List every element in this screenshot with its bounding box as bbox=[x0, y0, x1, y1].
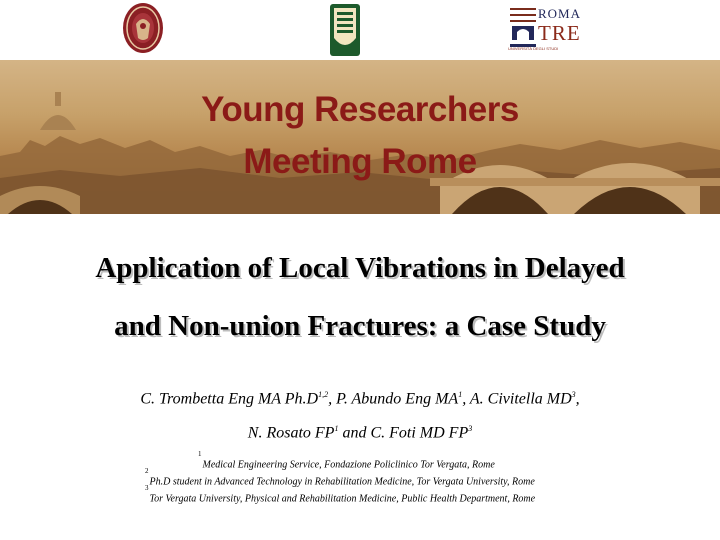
authors-comma: , bbox=[575, 390, 580, 408]
roma-tre-name-1: ROMA bbox=[538, 6, 582, 21]
title-line-1: Application of Local Vibrations in Delayed bbox=[95, 252, 625, 284]
author-abundo: , P. Abundo Eng MA bbox=[328, 390, 459, 408]
rome-skyline-illustration bbox=[0, 60, 720, 214]
affiliation-3-number: 3 bbox=[145, 484, 149, 492]
roma-tre-logo bbox=[508, 4, 588, 54]
title-line-2: and Non-union Fractures: a Case Study bbox=[114, 310, 606, 342]
author-foti: and C. Foti MD FP bbox=[338, 424, 469, 442]
author-foti-affiliation: 3 bbox=[468, 424, 473, 433]
affiliation-1-text: Medical Engineering Service, Fondazione Policlinico Tor Vergata, Rome bbox=[202, 459, 495, 471]
banner-image bbox=[0, 60, 720, 214]
roma-tre-subtitle: UNIVERSITÀ DEGLI STUDI bbox=[508, 46, 559, 51]
authors-line-1 bbox=[0, 390, 720, 408]
affiliation-2 bbox=[145, 467, 535, 488]
author-rosato-affiliation: 1 bbox=[334, 424, 339, 433]
logo-bar bbox=[0, 0, 720, 60]
affiliation-2-number: 2 bbox=[145, 467, 149, 475]
university-seal-icon bbox=[122, 2, 164, 54]
affiliation-3 bbox=[145, 484, 536, 505]
banner-title-line-2: Meeting Rome bbox=[243, 142, 477, 181]
author-abundo-affiliation: 1 bbox=[458, 390, 463, 399]
roma-tre-building-icon bbox=[508, 4, 538, 52]
author-rosato: N. Rosato FP bbox=[247, 424, 335, 442]
affiliation-1 bbox=[198, 450, 495, 471]
affiliation-2-text: Ph.D student in Advanced Technology in Rehabilitation Medicine, Tor Vergata University, Rome bbox=[149, 476, 535, 488]
authors-line-2 bbox=[0, 424, 720, 442]
roma-tre-name-2: TRE bbox=[538, 21, 581, 45]
author-civitella: , A. Civitella MD bbox=[462, 390, 572, 408]
author-civitella-affiliation: 3 bbox=[571, 390, 576, 399]
banner-title-line-1: Young Researchers bbox=[201, 90, 519, 129]
author-trombetta-affiliation: 1,2 bbox=[318, 390, 329, 399]
affiliation-1-number: 1 bbox=[198, 450, 202, 458]
author-trombetta: C. Trombetta Eng MA Ph.D bbox=[140, 390, 319, 408]
affiliation-3-text: Tor Vergata University, Physical and Rehabilitation Medicine, Public Health Department, Rome bbox=[149, 493, 536, 505]
tor-vergata-crest-icon bbox=[330, 4, 360, 56]
